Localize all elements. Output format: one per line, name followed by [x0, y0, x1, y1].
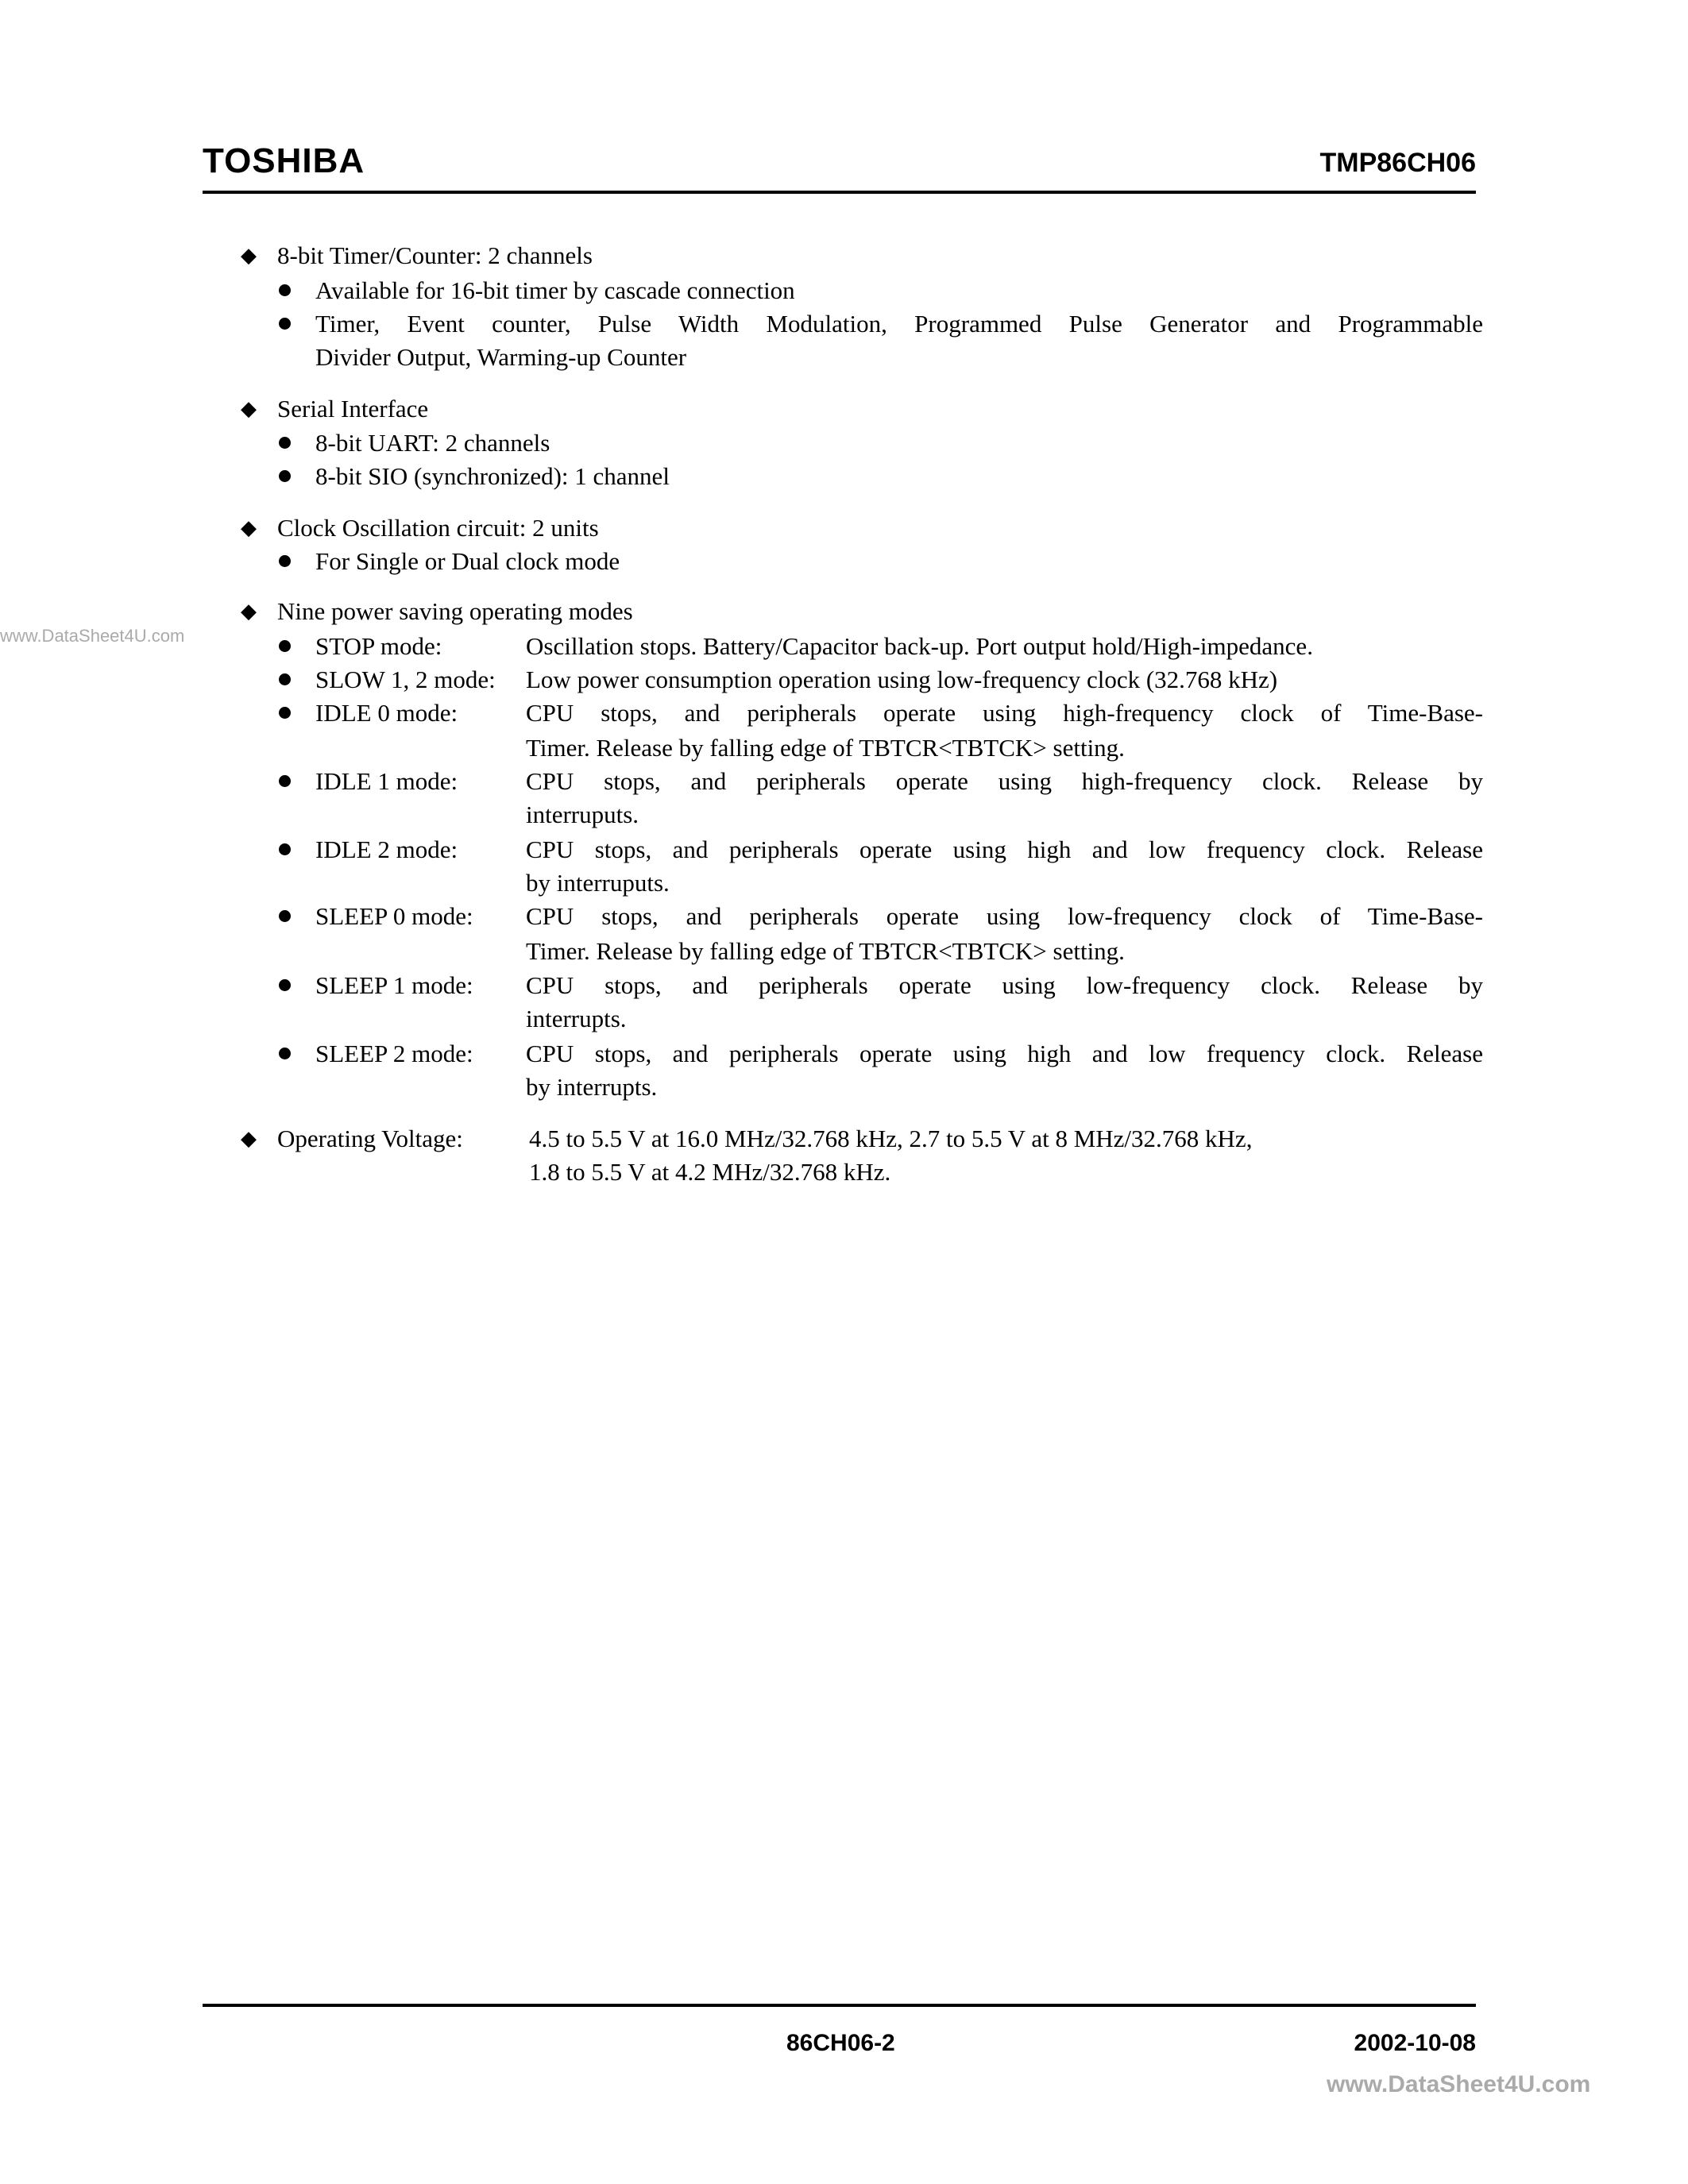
voltage-line: 4.5 to 5.5 V at 16.0 MHz/32.768 kHz, 2.7 to 5.5 V at 8 MHz/32.768 kHz, [529, 1125, 1253, 1152]
dot-bullet-icon [279, 673, 291, 685]
dot-bullet-icon [279, 555, 291, 567]
diamond-bullet-icon: ◆ [241, 1127, 257, 1150]
mode-description: CPU stops, and peripherals operate using high-frequency clock. Release by [526, 767, 1483, 795]
dot-bullet-icon [279, 470, 291, 482]
list-item: Timer, Event counter, Pulse Width Modulation, Programmed Pulse Generator and Programmable [315, 310, 1483, 338]
dot-bullet-icon [279, 910, 291, 922]
dot-bullet-icon [279, 284, 291, 296]
mode-label: IDLE 0 mode: [315, 699, 458, 727]
mode-description-cont: Timer. Release by falling edge of TBTCR<TBTCK> setting. [526, 734, 1125, 762]
section-title: Operating Voltage: [277, 1125, 463, 1152]
header-rule [203, 191, 1476, 194]
dot-bullet-icon [279, 437, 291, 449]
mode-description-cont: by interrupts. [526, 1073, 658, 1101]
page-number: 86CH06-2 [786, 2030, 895, 2056]
list-item: For Single or Dual clock mode [315, 547, 620, 575]
mode-label: STOP mode: [315, 632, 442, 660]
dot-bullet-icon [279, 318, 291, 330]
document-date: 2002-10-08 [1354, 2030, 1476, 2056]
footer-rule [203, 2004, 1476, 2007]
mode-label: SLOW 1, 2 mode: [315, 666, 496, 693]
dot-bullet-icon [279, 775, 291, 787]
mode-description-cont: Timer. Release by falling edge of TBTCR<TBTCK> setting. [526, 937, 1125, 965]
section-title: Nine power saving operating modes [277, 597, 633, 625]
diamond-bullet-icon: ◆ [241, 244, 257, 267]
section-title: Serial Interface [277, 395, 429, 423]
mode-label: IDLE 1 mode: [315, 767, 458, 795]
dot-bullet-icon [279, 979, 291, 991]
dot-bullet-icon [279, 707, 291, 719]
part-number: TMP86CH06 [1319, 148, 1476, 178]
mode-description: CPU stops, and peripherals operate using high-frequency clock of Time-Base- [526, 699, 1483, 727]
mode-description-cont: interrupts. [526, 1005, 627, 1032]
toshiba-logo: TOSHIBA [203, 141, 365, 180]
mode-description: Oscillation stops. Battery/Capacitor back-up. Port output hold/High-impedance. [526, 632, 1313, 660]
mode-description: CPU stops, and peripherals operate using low-frequency clock of Time-Base- [526, 902, 1483, 930]
list-item: 8-bit UART: 2 channels [315, 429, 550, 457]
watermark-bottom: www.DataSheet4U.com [1327, 2071, 1591, 2097]
mode-description: CPU stops, and peripherals operate using high and low frequency clock. Release [526, 835, 1483, 863]
mode-description-cont: by interruputs. [526, 869, 670, 897]
section-title: Clock Oscillation circuit: 2 units [277, 514, 599, 542]
diamond-bullet-icon: ◆ [241, 397, 257, 420]
dot-bullet-icon [279, 843, 291, 855]
mode-label: SLEEP 0 mode: [315, 902, 473, 930]
mode-description-cont: interruputs. [526, 801, 639, 828]
mode-label: SLEEP 1 mode: [315, 971, 473, 999]
mode-description: CPU stops, and peripherals operate using low-frequency clock. Release by [526, 971, 1483, 999]
watermark-left: www.DataSheet4U.com [0, 626, 185, 646]
list-item-cont: Divider Output, Warming-up Counter [315, 343, 687, 371]
list-item: Available for 16-bit timer by cascade connection [315, 276, 795, 304]
diamond-bullet-icon: ◆ [241, 600, 257, 623]
mode-description: CPU stops, and peripherals operate using high and low frequency clock. Release [526, 1040, 1483, 1067]
diamond-bullet-icon: ◆ [241, 516, 257, 539]
dot-bullet-icon [279, 1048, 291, 1059]
list-item: 8-bit SIO (synchronized): 1 channel [315, 462, 670, 490]
dot-bullet-icon [279, 640, 291, 652]
section-title: 8-bit Timer/Counter: 2 channels [277, 241, 593, 269]
mode-label: IDLE 2 mode: [315, 835, 458, 863]
voltage-line: 1.8 to 5.5 V at 4.2 MHz/32.768 kHz. [529, 1158, 891, 1186]
mode-description: Low power consumption operation using low-frequency clock (32.768 kHz) [526, 666, 1278, 693]
mode-label: SLEEP 2 mode: [315, 1040, 473, 1067]
